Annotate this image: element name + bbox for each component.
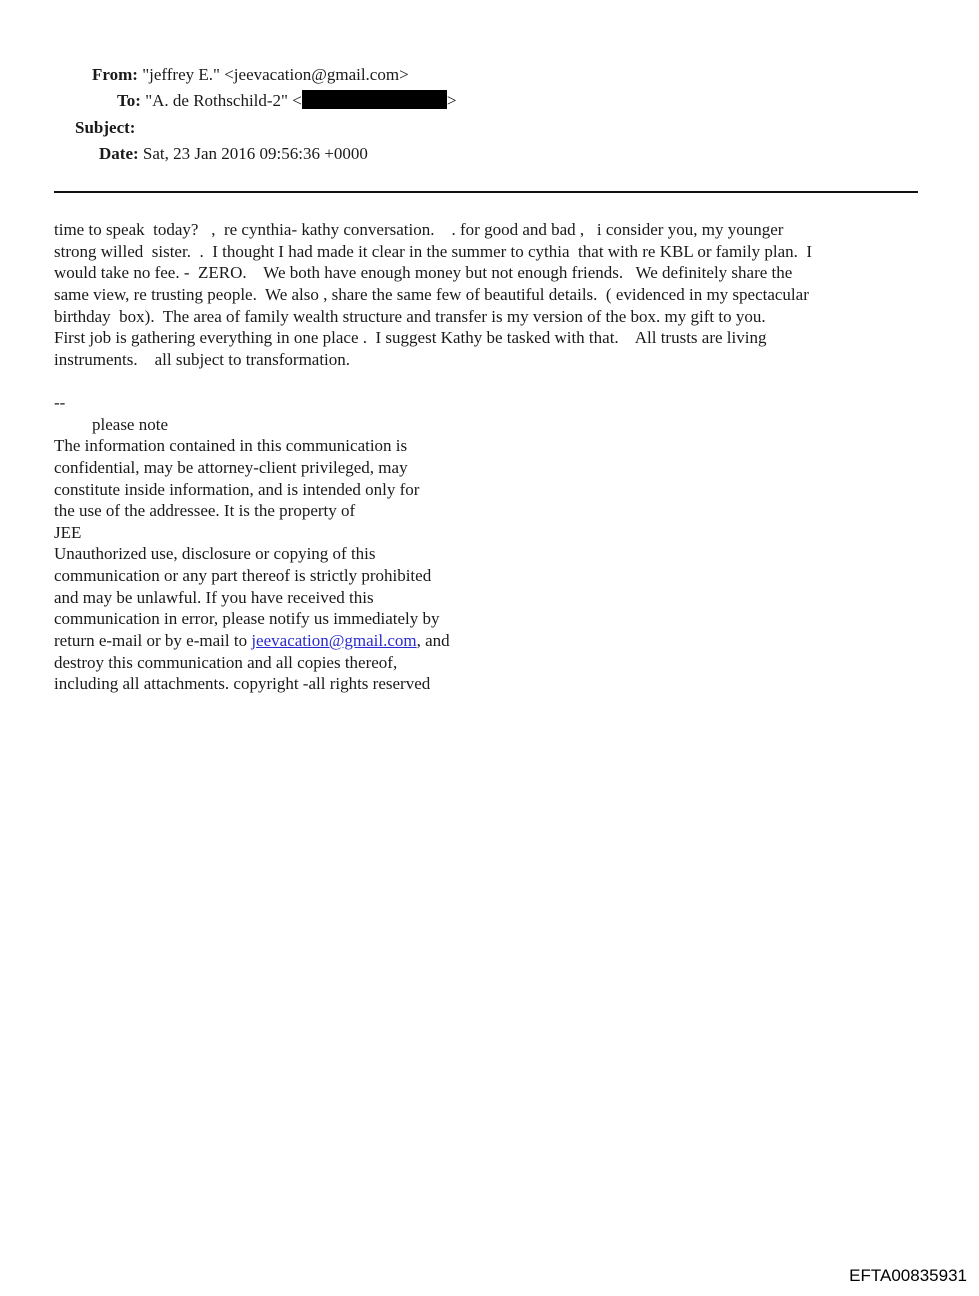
header-divider <box>54 191 918 193</box>
disclaimer-line: the use of the addressee. It is the property of <box>54 501 356 520</box>
disclaimer-line: and may be unlawful. If you have received this <box>54 588 374 607</box>
signature-separator: -- <box>54 393 66 412</box>
body-line: strong willed sister. . I thought I had made it clear in the summer to cythia that with re KBL or family plan. I <box>54 242 813 261</box>
disclaimer-line: communication or any part thereof is strictly prohibited <box>54 566 432 585</box>
disclaimer-email-line <box>54 630 450 652</box>
body-line: instruments. all subject to transformation. <box>54 350 351 369</box>
body-line: birthday box). The area of family wealth structure and transfer is my version of the box. my gift to you. <box>54 307 766 326</box>
disclaimer-line: confidential, may be attorney-client privileged, may <box>54 458 408 477</box>
redaction-box <box>302 90 447 109</box>
body-line: same view, re trusting people. We also , share the same few of beautiful details. ( evidenced in my spectacular <box>54 285 809 304</box>
body-line: would take no fee. - ZERO. We both have enough money but not enough friends. We definitely share the <box>54 263 793 282</box>
body-line: First job is gathering everything in one place . I suggest Kathy be tasked with that. All trusts are living <box>54 328 767 347</box>
disclaimer-line: communication in error, please notify us immediately by <box>54 609 440 628</box>
body-line: time to speak today? , re cynthia- kathy conversation. . for good and bad , i consider you, my younger <box>54 220 784 239</box>
to-row <box>117 88 456 114</box>
disclaimer-line: The information contained in this communication is <box>54 436 408 455</box>
document-id-stamp: EFTA00835931 <box>849 1266 967 1285</box>
date-value: Sat, 23 Jan 2016 09:56:36 +0000 <box>142 144 368 163</box>
disclaimer-line: including all attachments. copyright -all rights reserved <box>54 674 431 693</box>
disclaimer-line: destroy this communication and all copies thereof, <box>54 653 398 672</box>
email-link[interactable]: jeevacation@gmail.com <box>251 631 417 650</box>
to-label: To: <box>117 91 141 110</box>
disclaimer-line: Unauthorized use, disclosure or copying of this <box>54 544 376 563</box>
to-value: "A. de Rothschild-2" < <box>145 91 302 110</box>
date-label: Date: <box>99 144 139 163</box>
please-note: please note <box>92 415 168 434</box>
disclaimer-line: JEE <box>54 523 82 542</box>
email-prefix: return e-mail or by e-mail to <box>54 631 252 650</box>
subject-label: Subject: <box>75 118 136 137</box>
date-row <box>99 141 368 167</box>
from-row <box>92 62 409 88</box>
disclaimer-line: constitute inside information, and is intended only for <box>54 480 420 499</box>
subject-row <box>75 115 135 141</box>
from-value: "jeffrey E." <jeevacation@gmail.com> <box>142 65 409 84</box>
to-close: > <box>446 91 457 110</box>
from-label: From: <box>92 65 138 84</box>
email-suffix: , and <box>416 631 450 650</box>
